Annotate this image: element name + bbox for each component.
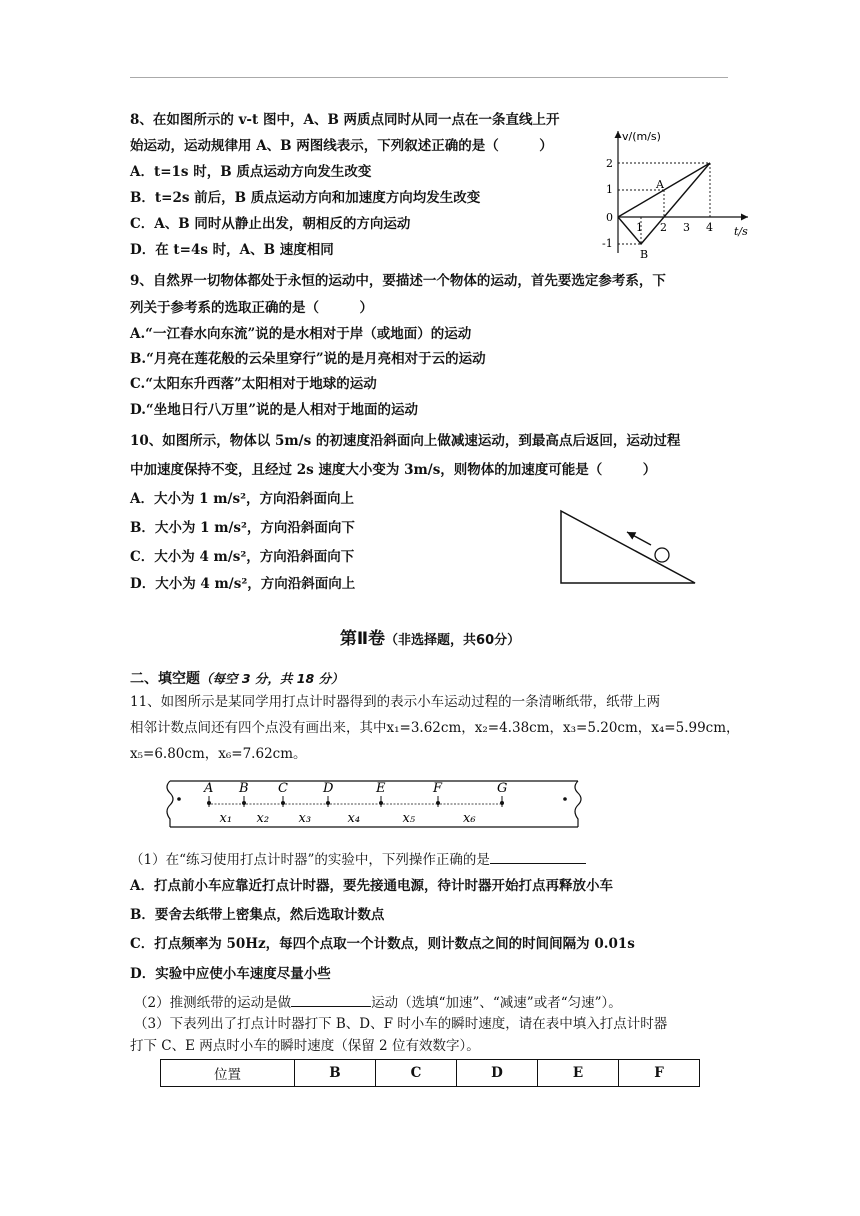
- incline-triangle: [561, 511, 695, 583]
- q10-stem-line1: 10、如图所示，物体以 5m/s 的初速度沿斜面向上做减速运动，到最高点后返回，运动过程: [130, 433, 681, 449]
- q9-stem-line1: 9、自然界一切物体都处于永恒的运动中，要描述一个物体的运动，首先要选定参考系，下: [130, 273, 666, 289]
- q10-stem-line2: 中加速度保持不变，且经过 2s 速度大小变为 3m/s，则物体的加速度可能是（ ）: [130, 462, 657, 478]
- table-header-d: D: [457, 1060, 538, 1087]
- q11-stem-line1: 11、如图所示是某同学用打点计时器得到的表示小车运动过程的一条清晰纸带，纸带上两: [130, 694, 661, 710]
- q11-sub1: （1）在“练习使用打点计时器”的实验中，下列操作正确的是: [130, 849, 586, 869]
- q9-option-a: A.“一江春水向东流”说的是水相对于岸（或地面）的运动: [130, 326, 472, 342]
- q8-stem-line2: 始运动，运动规律用 A、B 两图线表示，下列叙述正确的是（ ）: [130, 138, 553, 154]
- paper-tape: [160, 773, 590, 833]
- q10-option-c: C．大小为 4 m/s²，方向沿斜面向下: [130, 549, 355, 565]
- label-b: B: [640, 248, 649, 261]
- y-tick-neg1: -1: [602, 237, 613, 250]
- tape-right-edge: [575, 781, 581, 827]
- q10-option-a: A．大小为 1 m/s²，方向沿斜面向上: [130, 491, 354, 507]
- q11-stem-line2: 相邻计数点间还有四个点没有画出来，其中x₁=3.62cm，x₂=4.38cm，x₃=5.20cm，x₄=5.99cm，: [130, 720, 740, 736]
- q8-option-a: A．t=1s 时，B 质点运动方向发生改变: [130, 164, 372, 180]
- tape-point-dot-b: [242, 801, 246, 805]
- x-tick-1: 1: [636, 221, 643, 234]
- v-axis-label: v/(m/s): [622, 130, 661, 143]
- tape-segment-label-4: x₄: [347, 811, 361, 826]
- q9-option-b: B.“月亮在莲花般的云朵里穿行”说的是月亮相对于云的运动: [130, 351, 486, 367]
- tape-segment-label-5: x₅: [402, 811, 416, 826]
- q8-option-b: B．t=2s 前后，B 质点运动方向和加速度方向均发生改变: [130, 190, 481, 206]
- tape-point-label-c: C: [278, 781, 288, 796]
- table-header-e: E: [538, 1060, 619, 1087]
- y-tick-0: 0: [606, 211, 613, 224]
- q10-option-b: B．大小为 1 m/s²，方向沿斜面向下: [130, 520, 355, 536]
- q8-option-c: C．A、B 同时从静止出发，朝相反的方向运动: [130, 216, 411, 232]
- q8-option-d: D．在 t=4s 时，A、B 速度相同: [130, 242, 334, 258]
- q11-sub1-option-c: C．打点频率为 50Hz，每四个点取一个计数点，则计数点之间的时间间隔为 0.01s: [130, 936, 635, 952]
- q9-option-c: C.“太阳东升西落”太阳相对于地球的运动: [130, 376, 377, 392]
- tape-point-dot-c: [281, 801, 285, 805]
- tape-point-label-d: D: [323, 781, 334, 796]
- tape-point-dot-f: [436, 801, 440, 805]
- vt-graph: [598, 125, 758, 265]
- ball: [655, 548, 669, 562]
- q11-sub3-line1: （3）下表列出了打点计时器打下 B、D、F 时小车的瞬时速度，请在表中填入打点计时器: [134, 1016, 668, 1032]
- part2-title: 第Ⅱ卷（非选择题，共60分）: [339, 629, 521, 649]
- tape-segment-label-2: x₂: [256, 811, 270, 826]
- table-row: [161, 1060, 700, 1087]
- q11-sub1-option-a: A．打点前小车应靠近打点计时器，要先接通电源，待计时器开始打点再释放小车: [130, 878, 613, 894]
- velocity-table: [160, 1059, 700, 1087]
- label-a: A: [656, 178, 664, 191]
- x-tick-4: 4: [706, 221, 713, 234]
- header-rule: [130, 77, 728, 78]
- q11-stem-line3: x₅=6.80cm，x₆=7.62cm。: [130, 746, 307, 762]
- table-header-position: 位置: [161, 1060, 295, 1087]
- t-axis-label: t/s: [734, 225, 748, 238]
- tape-dot-left: [177, 797, 181, 801]
- answer-blank-1[interactable]: [490, 849, 586, 864]
- tape-dot-right: [563, 797, 567, 801]
- q11-sub3-line2: 打下 C、E 两点时小车的瞬时速度（保留 2 位有效数字）。: [130, 1038, 480, 1054]
- tape-segment-label-1: x₁: [219, 811, 233, 826]
- x-tick-3: 3: [683, 221, 690, 234]
- table-header-c: C: [376, 1060, 457, 1087]
- y-tick-1: 1: [606, 183, 613, 196]
- tape-point-label-a: A: [204, 781, 214, 796]
- x-tick-2: 2: [660, 221, 667, 234]
- tape-points: [203, 781, 507, 826]
- q10-option-d: D．大小为 4 m/s²，方向沿斜面向上: [130, 576, 356, 592]
- tape-point-label-g: G: [497, 781, 508, 796]
- tape-point-label-b: B: [239, 781, 249, 796]
- velocity-arrow: [627, 532, 651, 545]
- tape-point-label-f: F: [433, 781, 443, 796]
- tape-point-label-e: E: [376, 781, 386, 796]
- tape-point-dot-g: [500, 801, 504, 805]
- tape-segment-label-6: x₆: [463, 811, 476, 826]
- y-tick-2: 2: [606, 157, 613, 170]
- tape-point-dot-d: [326, 801, 330, 805]
- table-header-f: F: [619, 1060, 700, 1087]
- tape-point-dot-a: [207, 801, 211, 805]
- q9-stem-line2: 列关于参考系的选取正确的是（ ）: [130, 300, 373, 316]
- table-header-b: B: [295, 1060, 376, 1087]
- section2-heading: 二、填空题（每空 3 分，共 18 分）: [130, 671, 344, 687]
- q11-sub2: （2）推测纸带的运动是做 运动（选填“加速”、“减速”或者“匀速”）。: [134, 992, 622, 1012]
- incline-figure: [555, 505, 705, 590]
- q8-stem-line1: 8、在如图所示的 v-t 图中，A、B 两质点同时从同一点在一条直线上开: [130, 112, 560, 128]
- answer-blank-2[interactable]: [291, 992, 371, 1007]
- q11-sub1-option-b: B．要舍去纸带上密集点，然后选取计数点: [130, 907, 385, 923]
- tape-left-edge: [167, 781, 173, 827]
- q11-sub1-option-d: D．实验中应使小车速度尽量小些: [130, 966, 331, 982]
- tape-segment-label-3: x₃: [298, 811, 312, 826]
- q9-option-d: D.“坐地日行八万里”说的是人相对于地面的运动: [130, 402, 418, 418]
- tape-point-dot-e: [379, 801, 383, 805]
